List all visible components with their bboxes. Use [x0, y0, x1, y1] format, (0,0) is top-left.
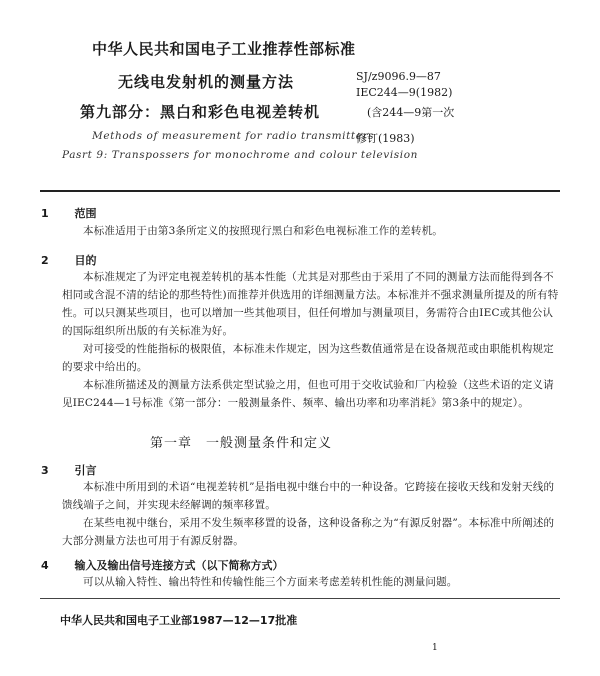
section-number: 3: [41, 464, 49, 477]
section-title: 输入及输出信号连接方式（以下简称方式）: [74, 559, 284, 572]
page-number: 1: [432, 643, 438, 653]
paragraph: 对可接受的性能指标的极限值，本标准未作规定，因为这些数值通常是在设备规范或由职能机构规定的要求中给出的。: [62, 343, 554, 373]
paragraph: 在某些电视中继台，采用不发生频率移置的设备，这种设备称之为“有源反射器”。本标准中所阐述的大部分测量方法也可用于有源反射器。: [62, 517, 555, 547]
section-number: 2: [41, 254, 49, 267]
header-rule: [40, 190, 560, 192]
iec-number: IEC244—9(1982): [356, 86, 453, 99]
paragraph: 本标准所描述及的测量方法系供定型试验之用，但也可用于交收试验和厂内检验（这些术语的定义请见IEC244—1号标准《第一部分：一般测量条件、频率、输出功率和功率消耗》第3条中的规定）。: [62, 379, 554, 409]
title-en: Methods of measurement for radio transmitters: [92, 130, 375, 142]
chapter-1-heading: 第一章 一般测量条件和定义: [150, 436, 333, 451]
paragraph: 本标准适用于由第3条所定义的按照现行黑白和彩色电视标准工作的差转机。: [83, 225, 443, 237]
amendment-line-2: 修订(1983): [356, 132, 415, 145]
section-3-heading: [41, 462, 97, 478]
paragraph: 本标准中所用到的术语“电视差转机”是指电视中继台中的一种设备。它跨接在接收天线和发射天线的馈线端子之间，并实现未经解调的频率移置。: [62, 481, 555, 511]
section-1-body: [62, 222, 562, 240]
std-number: SJ/z9096.9—87: [356, 70, 441, 83]
part-title-cn: 第九部分：黑白和彩色电视差转机: [80, 103, 321, 121]
approval-line: 中华人民共和国电子工业部1987—12—17批准: [60, 614, 298, 627]
paragraph: 本标准规定了为评定电视差转机的基本性能（尤其是对那些由于采用了不同的测量方法而能得到各不相同或含混不清的结论的那些特性)而推荐并供选用的详细测量方法。本标准并不强求测量所提及的所有特性。可以只测某些项目，也可以增加一些其他项目，但任何增加与测量项目，务需符合由IEC或其他公认的国际组织所出版的有关标准为好。: [62, 271, 559, 337]
footer-rule: [40, 598, 560, 599]
section-number: 4: [41, 559, 49, 572]
amendment-line-1: (含244—9第一次: [367, 106, 455, 119]
section-2-body: [62, 268, 562, 412]
title-cn: 无线电发射机的测量方法: [118, 73, 295, 91]
paragraph: 可以从输入特性、输出特性和传输性能三个方面来考虑差转机性能的测量问题。: [83, 576, 458, 588]
standard-org-line: 中华人民共和国电子工业推荐性部标准: [92, 40, 356, 58]
section-title: 引言: [74, 464, 97, 477]
section-4-body: [62, 573, 562, 591]
section-number: 1: [41, 207, 49, 220]
section-4-heading: [41, 557, 284, 573]
section-3-body: [62, 478, 562, 550]
section-title: 目的: [74, 254, 97, 267]
part-title-en: Pasrt 9: Transpossers for monochrome and colour television: [62, 149, 419, 161]
section-2-heading: [41, 252, 97, 268]
section-title: 范围: [74, 207, 97, 220]
section-1-heading: [41, 205, 97, 221]
